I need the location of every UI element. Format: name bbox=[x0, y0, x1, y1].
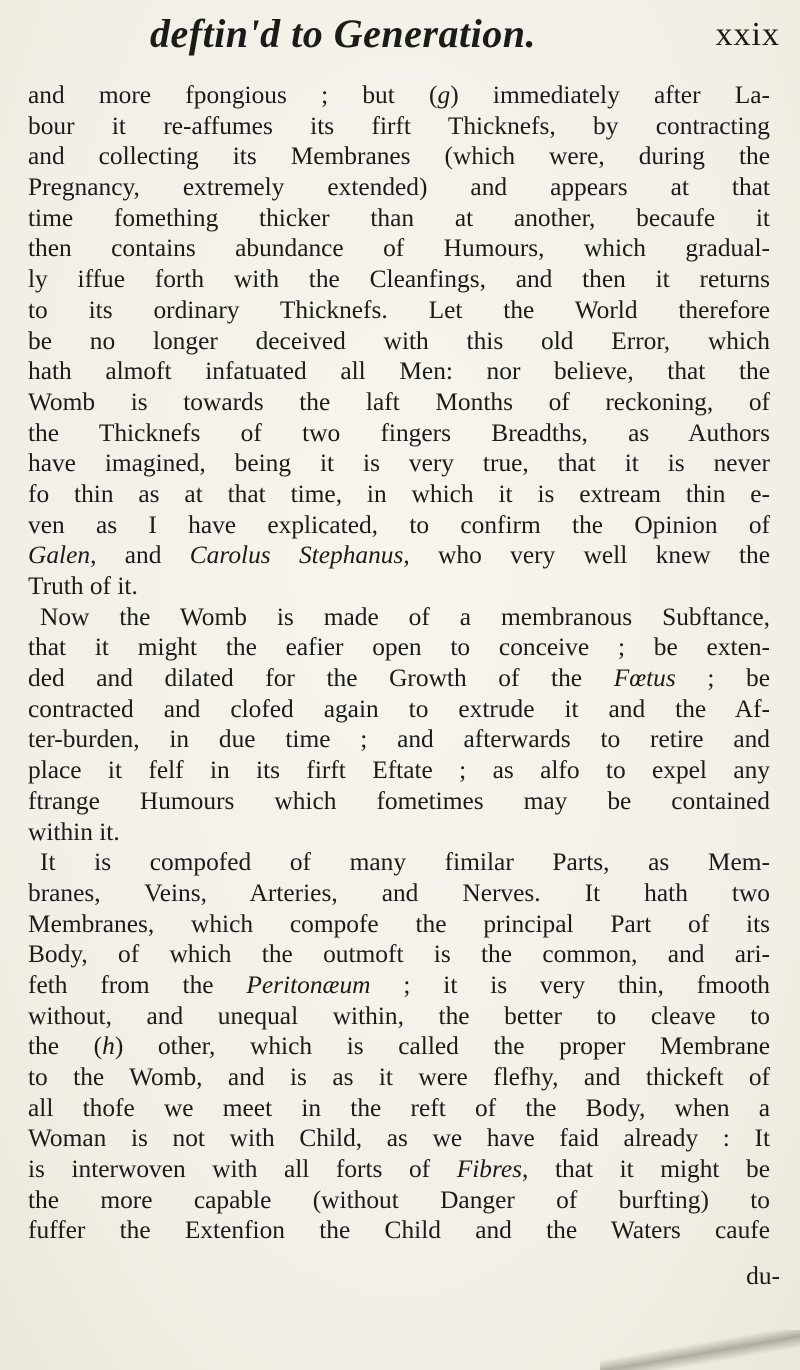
text-line: Body, of which the outmoft is the common, and ari- bbox=[28, 940, 770, 969]
body-text bbox=[28, 80, 770, 1246]
text-line: hath almoft infatuated all Men: nor believe, that the bbox=[28, 357, 770, 386]
text-line: is interwoven with all forts of Fibres, that it might be bbox=[28, 1155, 771, 1184]
text-line: Woman is not with Child, as we have faid already : It bbox=[28, 1124, 770, 1153]
text-line: time fomething thicker than at another, becaufe it bbox=[28, 203, 770, 232]
text-line: fo thin as at that time, in which it is extream thin e- bbox=[28, 479, 770, 508]
text-line: place it felf in its firft Eftate ; as alfo to expel any bbox=[28, 756, 770, 785]
text-line: Pregnancy, extremely extended) and appears at that bbox=[28, 173, 770, 202]
text-line: Truth of it. bbox=[28, 572, 138, 600]
text-line: to its ordinary Thicknefs. Let the World therefore bbox=[28, 295, 770, 324]
text-line: ftrange Humours which fometimes may be contained bbox=[28, 786, 770, 815]
page-number: xxix bbox=[715, 16, 780, 53]
text-line: then contains abundance of Humours, which gradual- bbox=[28, 234, 770, 263]
text-line: without, and unequal within, the better to cleave to bbox=[28, 1001, 770, 1030]
text-line: Membranes, which compofe the principal Part of its bbox=[28, 909, 770, 938]
text-line: Galen, and Carolus Stephanus, who very well knew the bbox=[28, 541, 770, 570]
text-line: Now the Womb is made of a membranous Subftance, bbox=[40, 602, 770, 631]
text-line: have imagined, being it is very true, that it is never bbox=[28, 449, 770, 478]
text-line: within it. bbox=[28, 817, 120, 846]
running-head bbox=[150, 10, 780, 70]
text-line: that it might the eafier open to conceive ; be exten- bbox=[28, 633, 770, 662]
text-line: contracted and clofed again to extrude it and the Af- bbox=[28, 694, 770, 723]
text-line: fuffer the Extenfion the Child and the Waters caufe bbox=[28, 1216, 770, 1245]
catchword: du- bbox=[746, 1262, 780, 1290]
text-line: bour it re-affumes its firft Thicknefs, by contracting bbox=[28, 111, 770, 140]
text-line: It is compofed of many fimilar Parts, as Mem- bbox=[40, 848, 770, 877]
text-line: branes, Veins, Arteries, and Nerves. It hath two bbox=[28, 878, 770, 907]
text-line: feth from the Peritonæum ; it is very thin, fmooth bbox=[28, 970, 770, 999]
text-line: Womb is towards the laft Months of reckoning, of bbox=[28, 387, 770, 416]
text-line: ter-burden, in due time ; and afterwards to retire and bbox=[28, 725, 770, 754]
text-line: be no longer deceived with this old Error, which bbox=[28, 326, 770, 355]
text-line: ven as I have explicated, to confirm the Opinion of bbox=[28, 510, 770, 539]
text-line: all thofe we meet in the reft of the Body, when a bbox=[28, 1093, 770, 1122]
text-line: ly iffue forth with the Cleanfings, and then it returns bbox=[28, 265, 770, 294]
text-line: the Thicknefs of two fingers Breadths, as Authors bbox=[28, 418, 770, 447]
text-line: and collecting its Membranes (which were, during the bbox=[28, 142, 770, 171]
text-line: ded and dilated for the Growth of the Fœtus ; be bbox=[28, 664, 771, 693]
running-title: deftin'd to Generation. bbox=[150, 11, 536, 56]
page-smudge bbox=[600, 1330, 800, 1370]
text-line: the more capable (without Danger of burfting) to bbox=[28, 1185, 770, 1214]
text-line: the (h) other, which is called the proper Membrane bbox=[28, 1032, 770, 1061]
text-line: and more fpongious ; but (g) immediately after La- bbox=[28, 81, 770, 109]
text-line: to the Womb, and is as it were flefhy, and thickeft of bbox=[28, 1063, 770, 1091]
